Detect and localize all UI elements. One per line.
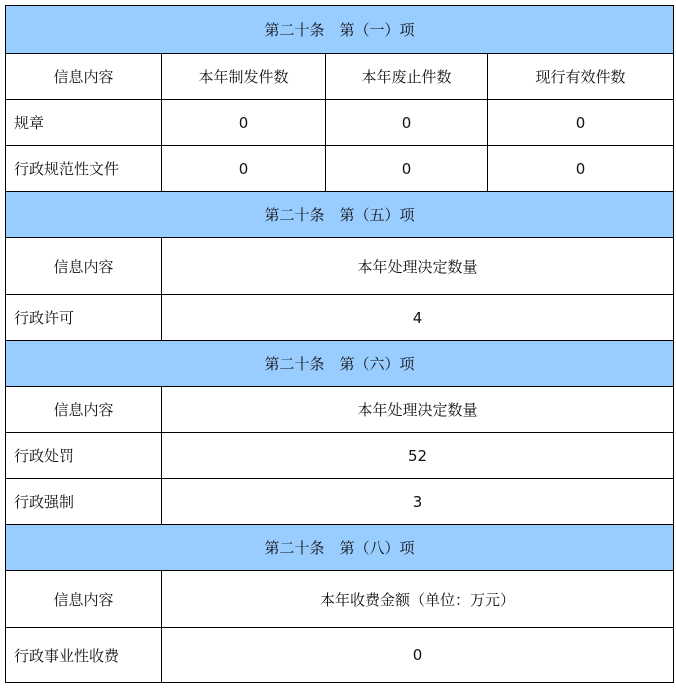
column-header-row bbox=[6, 54, 674, 100]
cell-value: 0 bbox=[488, 146, 674, 192]
column-header: 本年制发件数 bbox=[162, 54, 326, 100]
column-header: 信息内容 bbox=[6, 571, 162, 628]
section-header bbox=[6, 525, 674, 571]
cell-value: 0 bbox=[162, 628, 674, 683]
cell-value: 52 bbox=[162, 433, 674, 479]
column-header: 本年处理决定数量 bbox=[162, 387, 674, 433]
row-label: 行政规范性文件 bbox=[6, 146, 162, 192]
table-row bbox=[6, 433, 674, 479]
cell-value: 4 bbox=[162, 295, 674, 341]
section-title: 第二十条 第（八）项 bbox=[6, 525, 674, 571]
column-header: 现行有效件数 bbox=[488, 54, 674, 100]
cell-value: 3 bbox=[162, 479, 674, 525]
cell-value: 0 bbox=[326, 146, 488, 192]
table-row bbox=[6, 100, 674, 146]
disclosure-table bbox=[5, 5, 674, 683]
column-header: 本年废止件数 bbox=[326, 54, 488, 100]
row-label: 行政许可 bbox=[6, 295, 162, 341]
column-header: 信息内容 bbox=[6, 54, 162, 100]
table-row bbox=[6, 146, 674, 192]
row-label: 行政强制 bbox=[6, 479, 162, 525]
table-row bbox=[6, 628, 674, 683]
row-label: 行政处罚 bbox=[6, 433, 162, 479]
cell-value: 0 bbox=[162, 146, 326, 192]
column-header-row bbox=[6, 238, 674, 295]
column-header: 本年处理决定数量 bbox=[162, 238, 674, 295]
column-header: 信息内容 bbox=[6, 238, 162, 295]
section-title: 第二十条 第（六）项 bbox=[6, 341, 674, 387]
cell-value: 0 bbox=[162, 100, 326, 146]
column-header: 信息内容 bbox=[6, 387, 162, 433]
section-header bbox=[6, 192, 674, 238]
section-header bbox=[6, 6, 674, 54]
row-label: 规章 bbox=[6, 100, 162, 146]
section-title: 第二十条 第（五）项 bbox=[6, 192, 674, 238]
column-header: 本年收费金额（单位：万元） bbox=[162, 571, 674, 628]
column-header-row bbox=[6, 571, 674, 628]
column-header-row bbox=[6, 387, 674, 433]
section-header bbox=[6, 341, 674, 387]
row-label: 行政事业性收费 bbox=[6, 628, 162, 683]
table-row bbox=[6, 295, 674, 341]
table-row bbox=[6, 479, 674, 525]
section-title: 第二十条 第（一）项 bbox=[6, 6, 674, 54]
cell-value: 0 bbox=[488, 100, 674, 146]
cell-value: 0 bbox=[326, 100, 488, 146]
